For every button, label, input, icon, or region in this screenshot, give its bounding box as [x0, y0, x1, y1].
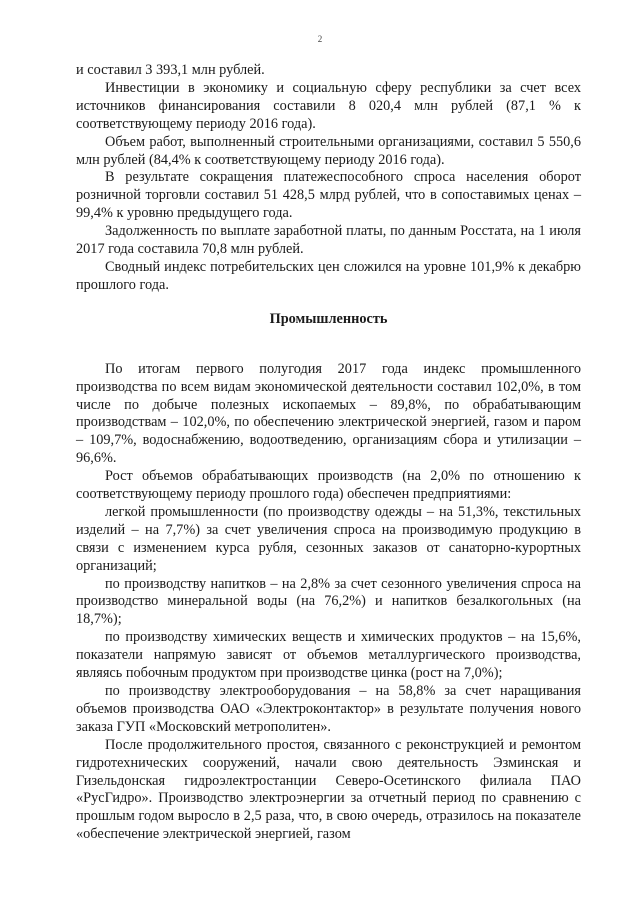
- page-number: 2: [317, 34, 323, 44]
- paragraph-retail: В результате сокращения платежеспособного спроса населения оборот розничной торговли составил 51 428,5 млрд рублей, что в сопоставимых ценах – 99,4% к уровню предыдущего года.: [76, 169, 581, 222]
- paragraph-electrical-equipment: по производству электрооборудования – на 58,8% за счет наращивания объемов производства ОАО «Электроконтактор» в результате получения нового заказа ГУП «Московский метрополитен».: [76, 683, 581, 735]
- paragraph-industry-index: По итогам первого полугодия 2017 года индекс промышленного производства по всем видам экономической деятельности составил 102,0%, в том числе по добыче полезных ископаемых – 89,8%, по обрабатывающим производствам – 102,0%, по обеспечению электрической энергией, газом и паром – 109,7%, водоснабжению, водоотведению, организациям сбора и утилизации – 96,6%.: [76, 360, 581, 467]
- paragraph-chemicals: по производству химических веществ и химических продуктов – на 15,6%, показатели напрямую зависят от объемов металлургического производства, являясь побочным продуктом при производстве цинка (рост на 7,0%);: [76, 629, 581, 682]
- paragraph-wage-debt: Задолженность по выплате заработной платы, по данным Росстата, на 1 июля 2017 года составила 70,8 млн рублей.: [76, 223, 581, 258]
- paragraph-continuation: и составил 3 393,1 млн рублей.: [76, 62, 265, 78]
- paragraph-cpi: Сводный индекс потребительских цен сложился на уровне 101,9% к декабрю прошлого года.: [76, 258, 581, 293]
- paragraph-manufacturing-growth: Рост объемов обрабатывающих производств (на 2,0% по отношению к соответствующему периоду прошлого года) обеспечен предприятиями:: [76, 468, 581, 503]
- paragraph-beverages: по производству напитков – на 2,8% за счет сезонного увеличения спроса на производство минеральной воды (на 76,2%) и напитков безалкогольных (на 18,7%);: [76, 575, 581, 628]
- paragraph-construction: Объем работ, выполненный строительными организациями, составил 5 550,6 млн рублей (84,4% к соответствующему периоду 2016 года).: [76, 133, 581, 168]
- paragraph-light-industry: легкой промышленности (по производству одежды – на 51,3%, текстильных изделий – на 7,7%) за счет увеличения спроса на производимую продукцию в связи с изменением курса рубля, сезонных заказов от санаторно-курортных организаций;: [76, 503, 581, 574]
- paragraph-hydro: После продолжительного простоя, связанного с реконструкцией и ремонтом гидротехнических сооружений, начали свою деятельность Эзминская и Гизельдонская гидроэлектростанции Северо-Осетинского филиала ПАО «РусГидро». Производство электроэнергии за отчетный период по сравнению с прошлым годом выросло в 2,5 раза, что, в свою очередь, отразилось на показателе «обеспечение электрической энергией, газом: [76, 736, 581, 843]
- document-body: [76, 62, 581, 844]
- paragraph-investments: Инвестиции в экономику и социальную сферу республики за счет всех источников финансирования составили 8 020,4 млн рублей (87,1 % к соответствующему периоду 2016 года).: [76, 79, 581, 132]
- section-heading: Промышленность: [269, 310, 388, 327]
